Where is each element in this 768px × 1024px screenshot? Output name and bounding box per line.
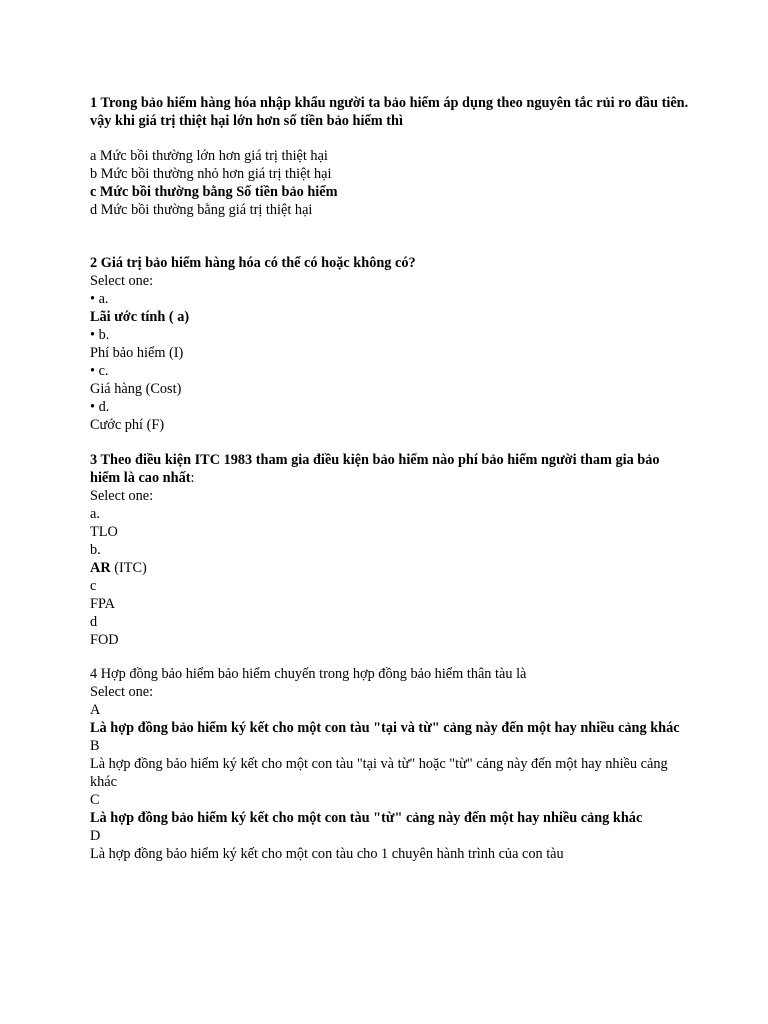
question-1-option-c: c Mức bồi thường bằng Số tiền bảo hiểm <box>90 184 338 200</box>
question-2-select-one: Select one: <box>90 273 154 289</box>
question-4-option-d-text: Là hợp đồng bảo hiểm ký kết cho một con tàu cho 1 chuyên hành trình của con tàu <box>90 846 564 862</box>
question-2-option-c-marker: • c. <box>90 363 109 379</box>
question-2-option-a-text: Lãi ước tính ( a) <box>90 309 190 325</box>
question-3-heading <box>90 451 690 487</box>
question-1-option-b: b Mức bồi thường nhỏ hơn giá trị thiệt hại <box>90 166 332 182</box>
question-4-option-b-text: Là hợp đồng bảo hiểm ký kết cho một con tàu "tại và từ" hoặc "từ" cảng này đến một hay nhiều cảng khác <box>90 756 672 790</box>
question-1-text: 1 Trong bảo hiểm hàng hóa nhập khẩu người ta bảo hiểm áp dụng theo nguyên tắc rủi ro đầu tiên. vậy khi giá trị thiệt hại lớn hơn số tiền bảo hiểm thì <box>90 95 692 129</box>
question-3-option-b-bold: AR <box>90 560 111 576</box>
question-3 <box>90 451 690 649</box>
question-3-colon: : <box>190 470 195 486</box>
question-3-option-b-rest: (ITC) <box>110 560 147 576</box>
question-3-option-b-text <box>90 559 690 577</box>
question-2-text: 2 Giá trị bảo hiểm hàng hóa có thể có hoặc không có? <box>90 255 416 271</box>
question-4-option-d-marker: D <box>90 828 101 844</box>
question-2-option-a-marker: • a. <box>90 291 109 307</box>
question-4-option-a-marker: A <box>90 702 101 718</box>
question-2-option-c-text: Giá hàng (Cost) <box>90 381 182 397</box>
question-3-text: 3 Theo điều kiện ITC 1983 tham gia điều kiện bảo hiểm nào phí bảo hiểm người tham gia bảo hiểm là cao nhất <box>90 452 664 486</box>
question-4-option-b-marker: B <box>90 738 100 754</box>
question-1-option-d: d Mức bồi thường bằng giá trị thiệt hại <box>90 202 313 218</box>
question-4-option-c-marker: C <box>90 792 100 808</box>
question-3-select-one: Select one: <box>90 488 154 504</box>
question-3-option-a-marker: a. <box>90 506 100 522</box>
question-2 <box>90 254 690 434</box>
question-3-option-d-marker: d <box>90 614 98 630</box>
question-3-option-d-text: FOD <box>90 632 119 648</box>
question-4 <box>90 665 690 863</box>
question-3-option-c-text: FPA <box>90 596 115 612</box>
question-2-option-b-text: Phí bảo hiểm (I) <box>90 345 184 361</box>
question-1 <box>90 94 690 130</box>
question-4-option-a-text: Là hợp đồng bảo hiểm ký kết cho một con tàu "tại và từ" cảng này đến một hay nhiều cảng khác <box>90 720 680 736</box>
question-4-option-c-text: Là hợp đồng bảo hiểm ký kết cho một con tàu "từ" cảng này đến một hay nhiều cảng khác <box>90 810 643 826</box>
question-2-option-d-text: Cước phí (F) <box>90 417 165 433</box>
question-2-option-b-marker: • b. <box>90 327 110 343</box>
question-3-option-a-text: TLO <box>90 524 118 540</box>
question-4-select-one: Select one: <box>90 684 154 700</box>
question-3-option-c-marker: c <box>90 578 97 594</box>
question-4-text: 4 Hợp đồng bảo hiểm bảo hiểm chuyến trong hợp đồng bảo hiểm thân tàu là <box>90 666 527 682</box>
question-1-option-a: a Mức bồi thường lớn hơn giá trị thiệt hại <box>90 148 328 164</box>
question-1-options <box>90 147 690 219</box>
question-3-option-b-marker: b. <box>90 542 101 558</box>
question-2-option-d-marker: • d. <box>90 399 110 415</box>
